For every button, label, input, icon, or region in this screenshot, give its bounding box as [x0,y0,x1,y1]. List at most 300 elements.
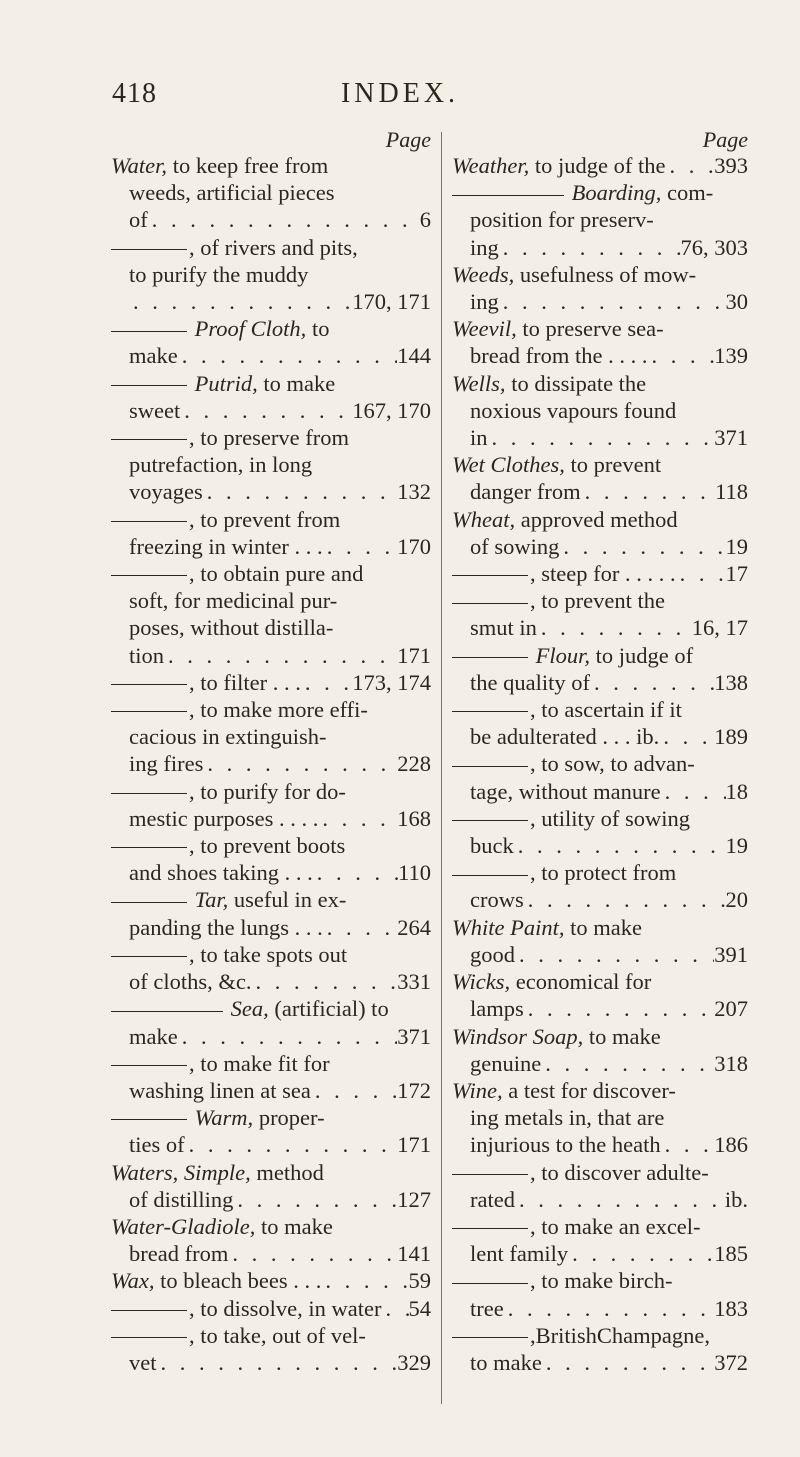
entry-line: voyages [129,479,203,505]
index-entry [452,1213,748,1267]
entry-heading: Wax, [111,1268,155,1294]
entry-line: be adulterated . . . ib. [470,724,660,750]
ditto-dash [111,711,187,712]
entry-line: to preserve sea- [522,316,664,342]
entry-text [129,397,180,424]
page-reference: 19 [725,833,748,859]
entry-text [129,1023,178,1050]
entry-text [452,507,678,532]
index-entry [452,179,748,261]
entry-heading: Weevil, [452,316,517,342]
entry-line: to make [263,370,336,396]
entry-text [111,235,358,260]
ditto-dash [111,793,187,794]
leader-dots [301,669,352,696]
entry-text [129,805,318,832]
entry-line: to make [260,1213,333,1239]
entry-text [452,1024,661,1049]
page-reference: 20 [725,887,748,913]
entry-text [129,750,203,777]
page-reference: 17 [725,561,748,587]
entry-line: , to make an excel- [530,1213,701,1239]
entry-text [129,180,335,205]
entry-line: and shoes taking . . . [129,860,313,886]
entry-text [111,316,329,341]
entry-text [129,615,333,640]
entry-line: , to preserve from [189,425,349,451]
entry-line: genuine [470,1050,542,1076]
page-reference: 189 [714,724,748,750]
leader-dots [542,1349,714,1376]
entry-line: , to protect from [530,860,677,886]
entry-text [129,1349,157,1376]
index-entry [111,1050,431,1104]
entry-line: , to prevent the [530,588,665,614]
entry-text [129,478,203,505]
entry-line: to judge of [595,642,694,668]
page-number: 418 [112,78,157,109]
entry-line: danger from [470,479,581,505]
entry-text [129,1240,228,1267]
entry-line: crows [470,887,524,913]
index-entry [452,642,748,696]
leader-dots [568,1240,714,1267]
ditto-dash [111,249,187,250]
page-reference: 54 [408,1295,431,1321]
ditto-dash [111,521,187,522]
right-column [452,128,748,1376]
entry-line: usefulness of mow- [519,261,697,287]
entry-line: to dissipate the [511,370,647,396]
index-entry [452,152,748,179]
index-entry [111,152,431,234]
ditto-dash [111,439,187,440]
entry-text [129,533,323,560]
entry-heading: Water, [111,153,168,178]
index-entry [452,696,748,750]
page-reference: 127 [397,1186,431,1212]
entry-line: , steep for . . . . . [530,561,676,587]
page-reference: 331 [397,969,431,995]
entry-heading: Weather, [452,153,530,178]
ditto-dash [452,1174,528,1175]
page-reference: 59 [408,1268,431,1294]
leader-dots [559,533,725,560]
leader-dots [318,805,397,832]
entry-subheading: Flour, [535,642,591,668]
entry-line: , to sow, to advan- [530,751,695,777]
entry-text [452,915,642,940]
entry-line: sweet [129,397,181,423]
leader-dots [164,642,397,669]
leader-dots [514,832,726,859]
entry-line: injurious to the heath [470,1132,661,1158]
leader-dots [537,614,692,641]
entry-line: ties of [129,1132,185,1158]
leader-dots [661,1131,715,1158]
leader-dots [590,669,714,696]
ditto-dash [111,847,187,848]
entry-line: , to make fit for [189,1050,330,1076]
entry-text [129,452,312,477]
leader-dots [148,206,420,233]
entry-line: lamps [470,996,524,1022]
leader-dots [661,778,726,805]
page-reference: 6 [419,207,431,233]
entry-text [111,1267,321,1294]
leader-dots [499,234,681,261]
index-entry [111,1159,431,1213]
page-reference: 207 [714,996,748,1022]
entry-line: , to dissolve, in water [189,1295,382,1321]
entry-line: , to filter . . . [189,669,301,695]
index-entry [111,424,431,506]
entry-line: to make [570,914,642,940]
entry-text [129,342,178,369]
entry-text [470,995,524,1022]
entry-text [129,262,308,287]
entry-text [470,478,581,505]
entry-text [129,1131,185,1158]
leader-dots [203,478,398,505]
entry-text [111,1105,325,1130]
index-entry [111,1104,431,1158]
page-reference: 138 [714,669,748,695]
entry-line: , to make birch- [530,1268,673,1294]
entry-text [111,425,349,450]
page-reference: 171 [397,1132,431,1158]
entry-text [470,832,514,859]
entry-text [470,207,654,232]
page-reference: 318 [714,1050,748,1076]
index-entry [111,1267,431,1294]
entry-line: com- [667,180,714,206]
leader-dots [203,750,397,777]
entry-text [470,778,661,805]
leader-dots [178,342,398,369]
entry-text [111,371,335,396]
index-entry [111,370,431,424]
entry-line: cacious in extinguish- [129,724,327,750]
entry-line: soft, for medicinal pur- [129,588,338,614]
entry-line: proper- [258,1105,325,1131]
index-entry [452,805,748,859]
index-entry [452,914,748,968]
entry-line: of cloths, &c. [129,969,252,995]
entry-line: bread from [129,1241,229,1267]
leader-dots [499,288,726,315]
page-reference: 371 [397,1023,431,1049]
entry-line: , to ascertain if it [530,697,682,723]
entry-text [452,588,665,613]
entry-text [129,588,337,613]
page-reference: 171 [397,642,431,668]
entry-text [129,968,251,995]
entry-line: economical for [515,969,652,995]
index-entry [111,1295,431,1322]
entry-text [452,180,713,205]
entry-line: , to take spots out [189,941,348,967]
ditto-dash [111,956,187,957]
page-reference: 16, 17 [691,615,748,641]
ditto-dash [452,875,528,876]
page-title: INDEX. [340,78,460,109]
entry-line: approved method [520,506,678,532]
entry-line: , of rivers and pits, [189,234,358,260]
index-entry [452,261,748,315]
entry-text [452,860,676,885]
entry-line: tage, without manure [470,778,661,804]
entry-line: to judge of the [534,153,666,178]
ditto-dash [111,902,187,903]
entry-text [470,614,537,641]
entry-text [111,779,346,804]
entry-line: , to prevent from [189,506,341,532]
entry-text [111,942,347,967]
leader-dots [178,1023,398,1050]
entry-line: , utility of sowing [530,805,691,831]
leader-dots [381,1295,408,1322]
index-entry [111,669,431,696]
leader-dots [541,1050,714,1077]
left-column [111,128,431,1376]
entry-text [452,452,661,477]
entry-heading: Weeds, [452,261,515,287]
entry-text [111,669,301,696]
ditto-dash [452,575,528,576]
ditto-dash [452,195,564,196]
index-entry [452,451,748,505]
page-reference: 30 [725,289,748,315]
entry-heading: Wheat, [452,506,516,532]
index-entry [452,587,748,641]
index-entry [452,968,748,1022]
index-entry [111,506,431,560]
leader-dots [488,424,715,451]
entry-text [129,859,313,886]
entry-text [452,560,676,587]
ditto-dash [452,711,528,712]
entry-line: lent family [470,1241,569,1267]
index-entry [111,1213,431,1267]
entry-text [452,806,690,831]
leader-dots [659,723,714,750]
entry-line: smut in [470,615,537,641]
entry-line: , to obtain pure and [189,561,364,587]
leader-dots [129,288,352,315]
ditto-dash [452,603,528,604]
entry-line: tion [129,642,165,668]
index-entry [452,1023,748,1077]
entry-subheading: Boarding, [571,180,662,206]
entry-text [470,1240,568,1267]
entry-text [470,1349,542,1376]
leader-dots [323,533,398,560]
entry-line: putrefaction, in long [129,452,313,478]
page-reference: 371 [714,425,748,451]
entry-line: to bleach bees . . . [160,1268,322,1294]
entry-line: make [129,343,178,369]
entry-heading: Wet Clothes, [452,452,565,478]
entry-text [129,914,323,941]
entry-line: to make [470,1349,542,1375]
page-reference: 391 [714,941,748,967]
entry-text [111,153,328,178]
page-reference: 186 [714,1132,748,1158]
entry-line: rated [470,1186,515,1212]
entry-subheading: Putrid, [194,370,258,396]
page-reference: 139 [714,343,748,369]
entry-text [452,1268,672,1293]
entry-text [129,1077,311,1104]
entry-line: of sowing [470,533,560,559]
entry-line: , to make more effi- [189,697,368,723]
ditto-dash [452,766,528,767]
page-reference: 170 [397,533,431,559]
entry-text [470,1050,541,1077]
entry-text [111,1160,324,1185]
entry-text [470,398,676,423]
entry-line: to prevent [570,452,662,478]
ditto-dash [111,1310,187,1311]
leader-dots [311,1077,397,1104]
entry-text [470,1131,661,1158]
page-reference: 76, 303 [680,234,748,260]
page-reference: 167, 170 [352,397,431,423]
entry-text [129,642,164,669]
entry-text [452,152,666,179]
index-entry [452,750,748,804]
entry-text [452,697,682,722]
leader-dots [515,1186,725,1213]
entry-line: (artificial) to [274,996,389,1022]
ditto-dash [452,1337,528,1338]
entry-text [470,1295,504,1322]
entry-text [111,833,345,858]
entry-text [111,1051,330,1076]
entry-line: , to prevent boots [189,833,346,859]
entry-line: ing metals in, that are [470,1105,665,1131]
leader-dots [581,478,716,505]
entry-text [111,561,363,586]
index-entry [111,1322,431,1376]
index-entry [111,886,431,940]
entry-line: useful in ex- [233,887,347,913]
entry-line: , to discover adulte- [530,1159,709,1185]
leader-dots [515,941,714,968]
entry-text [470,723,659,750]
entry-line: , to purify for do- [189,778,346,804]
entry-subheading: Tar, [194,887,229,913]
entry-line: to [311,316,330,342]
ditto-dash [452,1283,528,1284]
entry-text [111,697,368,722]
page-reference: 264 [397,914,431,940]
entry-line: position for preserv- [470,207,654,233]
entry-text [111,1323,366,1348]
leader-dots [524,995,715,1022]
entry-text [111,1295,381,1322]
entry-heading: Water-Gladiole, [111,1213,256,1239]
page-reference: 228 [397,751,431,777]
entry-text [470,288,499,315]
entry-text [470,669,590,696]
entry-text [452,1160,709,1185]
entry-line: weeds, artificial pieces [129,180,335,206]
index-entry [452,1322,748,1376]
entry-text [470,424,488,451]
page-reference: ib. [724,1186,748,1212]
entry-heading: Wine, [452,1077,503,1103]
ditto-dash [452,1228,528,1229]
ditto-dash [111,331,187,332]
entry-text [452,371,646,396]
entry-line: vet [129,1349,157,1375]
entry-text [111,507,340,532]
leader-dots [524,886,726,913]
index-entry [111,832,431,886]
entry-text [470,533,559,560]
entry-line: of [129,207,148,233]
page-reference: 372 [714,1349,748,1375]
entry-line: ing [470,289,499,315]
leader-dots [676,560,726,587]
entry-text [452,1078,676,1103]
entry-heading: Wells, [452,370,506,396]
ditto-dash [452,657,528,658]
column-divider [441,132,442,1404]
running-header [0,78,800,114]
ditto-dash [452,820,528,821]
index-entry [452,370,748,452]
index-entry [111,696,431,778]
page-reference: 393 [714,153,748,178]
entry-line: bread from the . . . . [470,343,648,369]
entry-text [111,887,346,912]
index-entry [452,1267,748,1321]
entry-line: a test for discover- [508,1077,676,1103]
index-entry [452,560,748,587]
page-column-label: Page [385,127,431,152]
leader-dots [666,152,715,179]
index-entry [111,995,431,1049]
entry-line: mestic purposes . . . . [129,805,319,831]
entry-line: noxious vapours found [470,397,677,423]
entry-text [470,1186,515,1213]
entry-text [111,996,389,1021]
entry-line: good [470,941,515,967]
ditto-dash [111,684,187,685]
entry-text [452,1323,710,1348]
entry-heading: Windsor Soap, [452,1023,584,1049]
ditto-dash [111,575,187,576]
leader-dots [185,1131,398,1158]
page-reference: 132 [397,479,431,505]
ditto-dash [111,1337,187,1338]
page-reference: 168 [397,805,431,831]
entry-line: buck [470,833,514,859]
index-entry [111,560,431,669]
page-column-label: Page [702,127,748,152]
entry-line: of distilling [129,1186,234,1212]
entry-text [111,1214,333,1239]
entry-line: make [129,1023,178,1049]
leader-dots [228,1240,397,1267]
entry-line: , to take, out of vel- [189,1322,366,1348]
leader-dots [180,397,352,424]
entry-text [452,969,651,994]
page-reference: 170, 171 [352,289,431,315]
